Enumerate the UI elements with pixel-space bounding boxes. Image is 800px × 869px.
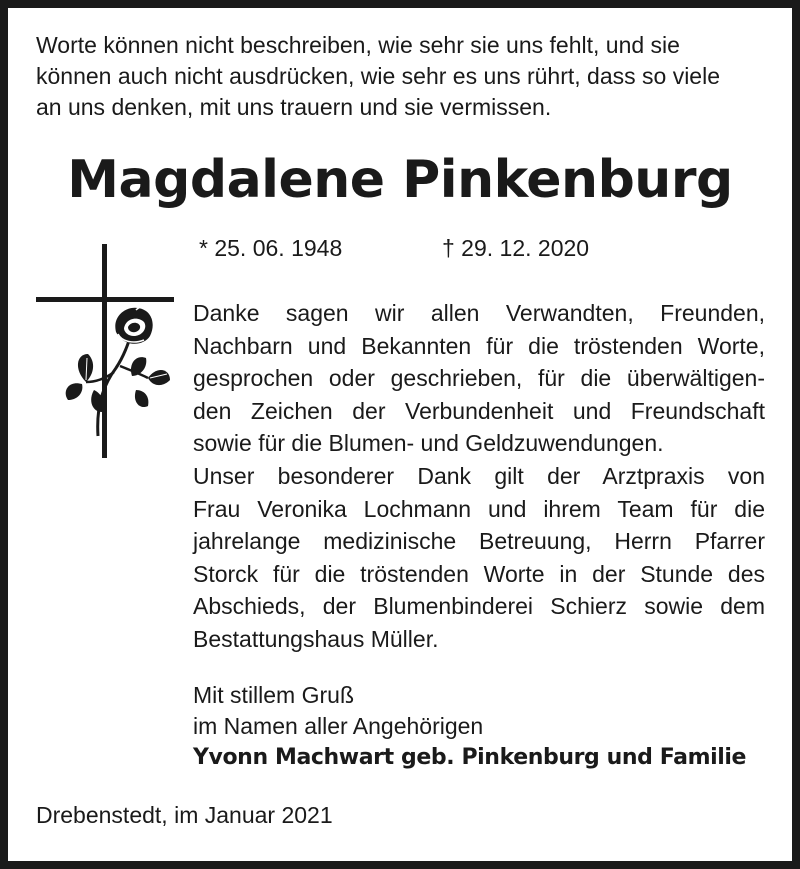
deceased-name: Magdalene Pinkenburg <box>67 150 733 210</box>
thanks-text <box>193 297 765 656</box>
cross-with-rose-icon <box>36 244 176 460</box>
thanks-line: Abschieds, der Blumenbinderei Schierz sowie dem <box>193 593 765 620</box>
closing-greeting: Mit stillem Gruß <box>193 682 354 708</box>
intro-line: an uns denken, mit uns trauern und sie vermissen. <box>36 94 552 120</box>
death-date: † 29. 12. 2020 <box>442 235 590 261</box>
thanks-line: sowie für die Blumen- und Geldzuwendungen. <box>193 430 664 457</box>
closing-signature <box>193 680 765 773</box>
place-and-date: Drebenstedt, im Januar 2021 <box>36 802 333 828</box>
thanks-line: Storck für die tröstenden Worte in der Stunde des <box>193 560 765 587</box>
birth-date: * 25. 06. 1948 <box>199 235 343 261</box>
intro-quote <box>36 30 766 123</box>
closing-on-behalf: im Namen aller Angehörigen <box>193 713 484 739</box>
thanks-line: Frau Veronika Lochmann und ihrem Team für die <box>193 495 765 522</box>
thanks-line: den Zeichen der Verbundenheit und Freundschaft <box>193 397 765 424</box>
closing-family: Yvonn Machwart geb. Pinkenburg und Familie <box>193 745 747 770</box>
thanks-line: Nachbarn und Bekannten für die tröstenden Worte, <box>193 332 765 359</box>
thanks-line: Unser besonderer Dank gilt der Arztpraxis von <box>193 462 765 489</box>
thanks-line: Danke sagen wir allen Verwandten, Freunden, <box>193 300 765 326</box>
thanks-line: Bestattungshaus Müller. <box>193 625 439 652</box>
intro-line: können auch nicht ausdrücken, wie sehr es uns rührt, dass so viele <box>36 63 720 89</box>
intro-line: Worte können nicht beschreiben, wie sehr sie uns fehlt, und sie <box>36 32 680 58</box>
thanks-line: jahrelange medizinische Betreuung, Herrn Pfarrer <box>193 528 765 555</box>
thanks-line: gesprochen oder geschrieben, für die überwältigen- <box>193 365 765 392</box>
